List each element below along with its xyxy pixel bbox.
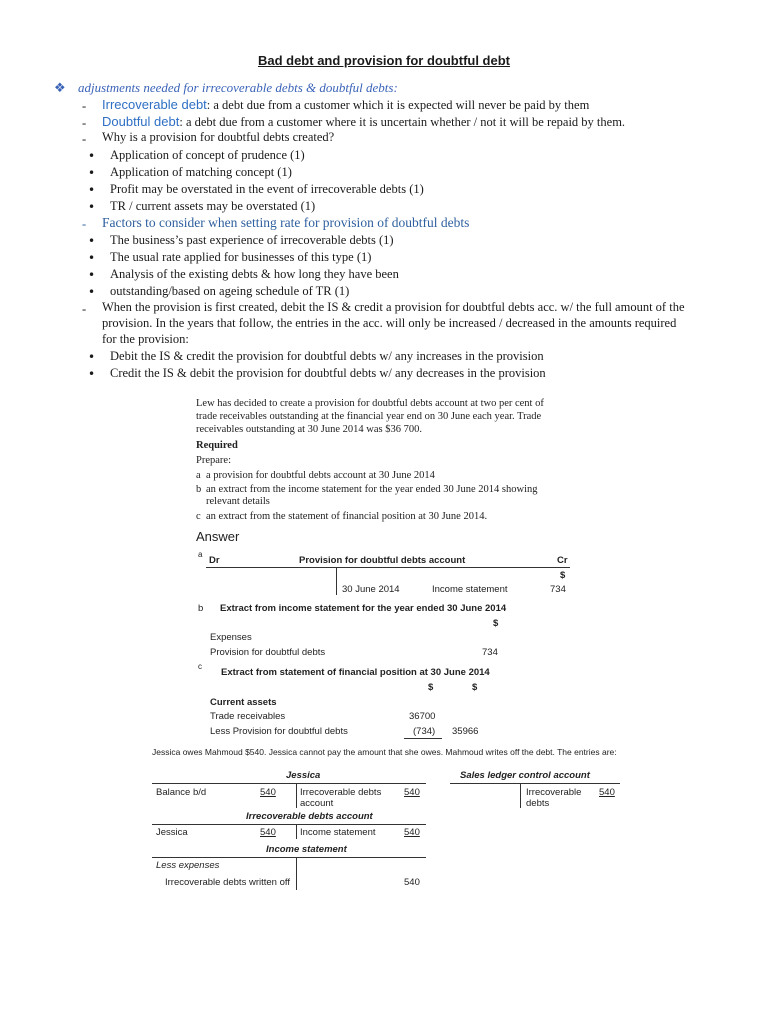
bullet-icon: •: [88, 285, 96, 299]
t-account-top-line: [450, 783, 620, 784]
task-text: an extract from the income statement for the year ended 30 June 2014 showing: [206, 484, 538, 495]
provision-text-line: provision. In the years that follow, the entries in the acc. will only be increased / decreased in the amounts required: [102, 316, 677, 330]
list-item: Debit the IS & credit the provision for doubtful debts w/ any increases in the provision: [110, 349, 544, 363]
definition-doubtful: [102, 114, 625, 130]
t-account-divider: [296, 858, 297, 890]
task-letter: a: [196, 470, 201, 481]
dash-marker: -: [82, 99, 87, 113]
extract-amount: 36700: [409, 711, 436, 722]
dash-marker: -: [82, 132, 87, 146]
question-line: trade receivables outstanding at the financial year end on 30 June each year. Trade: [196, 411, 542, 422]
bullet-icon: •: [88, 200, 96, 214]
account-title: Income statement: [266, 844, 347, 855]
dash-marker: -: [82, 217, 87, 231]
entry-amount: 540: [599, 787, 615, 798]
currency-label: $: [493, 618, 499, 629]
entry-amount: 540: [260, 827, 276, 838]
intro-heading: adjustments needed for irrecoverable debts & doubtful debts:: [78, 80, 398, 95]
entry-amount: 540: [404, 827, 420, 838]
currency-label: $: [472, 682, 478, 693]
jessica-intro: Jessica owes Mahmoud $540. Jessica cannot pay the amount that she owes. Mahmoud writes off the debt. The entries are:: [152, 747, 617, 757]
definition-term: Doubtful debt: [102, 114, 180, 129]
entry-detail: Income statement: [300, 827, 376, 838]
list-item: Analysis of the existing debts & how long they have been: [110, 267, 399, 281]
entry-amount: 540: [404, 877, 420, 888]
list-item: outstanding/based on ageing schedule of TR (1): [110, 284, 350, 298]
extract-title: Extract from income statement for the year ended 30 June 2014: [220, 603, 507, 614]
extract-row: Expenses: [210, 632, 252, 643]
list-item: Credit the IS & debit the provision for doubtful debts w/ any decreases in the provision: [110, 366, 546, 380]
question-line: Lew has decided to create a provision for doubtful debts account at two per cent of: [196, 398, 544, 409]
factors-heading: Factors to consider when setting rate for provision of doubtful debts: [102, 215, 470, 230]
extract-amount: 734: [482, 647, 498, 658]
bullet-icon: •: [88, 166, 96, 180]
account-title: Irrecoverable debts account: [246, 811, 373, 822]
entry-detail: Irrecoverable: [526, 787, 582, 798]
t-account-divider: [336, 568, 337, 595]
provision-text-line: for the provision:: [102, 332, 189, 346]
task-letter: c: [196, 511, 201, 522]
t-account-top-line: [152, 824, 426, 825]
underline-rule: [404, 738, 442, 739]
definition-text: : a debt due from a customer where it is uncertain whether / not it will be repaid by them.: [179, 115, 626, 129]
bullet-icon: •: [88, 268, 96, 282]
question-line: receivables outstanding at 30 June 2014 was $36 700.: [196, 424, 422, 435]
dash-marker: -: [82, 116, 87, 130]
task-text: a provision for doubtful debts account at 30 June 2014: [206, 470, 435, 481]
bullet-icon: •: [88, 350, 96, 364]
list-item: Application of concept of prudence (1): [110, 148, 305, 162]
entry-detail: Less expenses: [156, 860, 220, 871]
entry-detail: debts: [526, 798, 550, 809]
page-title: Bad debt and provision for doubtful debt: [257, 53, 511, 68]
bullet-icon: •: [88, 183, 96, 197]
entry-detail: Balance b/d: [156, 787, 207, 798]
t-account-divider: [296, 825, 297, 839]
definition-term: Irrecoverable debt: [102, 97, 207, 112]
extract-amount: (734): [413, 726, 436, 737]
entry-detail: Jessica: [156, 827, 188, 838]
part-letter: c: [198, 662, 202, 671]
dash-marker: -: [82, 302, 87, 316]
provision-text-line: When the provision is first created, debit the IS & credit a provision for doubtful debts acc. w/ the full amount of the: [102, 300, 685, 314]
entry-amount: 734: [550, 584, 566, 595]
entry-detail: Income statement: [432, 584, 508, 595]
account-title: Sales ledger control account: [460, 770, 590, 781]
part-letter: b: [198, 603, 204, 614]
task-letter: b: [196, 484, 202, 495]
entry-amount: 540: [260, 787, 276, 798]
extract-row: Less Provision for doubtful debts: [210, 726, 348, 737]
entry-detail: account: [300, 798, 334, 809]
list-item: The usual rate applied for businesses of this type (1): [110, 250, 372, 264]
bullet-icon: •: [88, 367, 96, 381]
list-item: Profit may be overstated in the event of irrecoverable debts (1): [110, 182, 424, 196]
prepare-label: Prepare:: [196, 455, 231, 466]
t-account-divider: [520, 784, 521, 808]
currency-label: $: [428, 682, 434, 693]
definition-irrecoverable: [102, 97, 589, 113]
cr-label: Cr: [557, 555, 568, 566]
account-title: Provision for doubtful debts account: [299, 555, 466, 566]
t-account-top-line: [152, 783, 426, 784]
answer-heading: Answer: [196, 529, 240, 544]
entry-detail: Irrecoverable debts written off: [165, 877, 290, 888]
t-account-divider: [296, 784, 297, 808]
definition-text: : a debt due from a customer which it is expected will never be paid by them: [206, 98, 590, 112]
extract-total: 35966: [452, 726, 479, 737]
currency-label: $: [560, 570, 566, 581]
list-item: TR / current assets may be overstated (1): [110, 199, 316, 213]
extract-title: Extract from statement of financial position at 30 June 2014: [221, 667, 490, 678]
task-text: an extract from the statement of financial position at 30 June 2014.: [206, 511, 488, 522]
list-item: Application of matching concept (1): [110, 165, 292, 179]
t-account-top-line: [206, 567, 570, 568]
extract-row: Trade receivables: [210, 711, 286, 722]
list-item: The business’s past experience of irrecoverable debts (1): [110, 233, 394, 247]
part-letter: a: [198, 550, 203, 559]
bullet-icon: •: [88, 234, 96, 248]
entry-detail: Irrecoverable debts: [300, 787, 382, 798]
dr-label: Dr: [209, 555, 220, 566]
account-title: Jessica: [286, 770, 321, 781]
bullet-icon: •: [88, 251, 96, 265]
t-account-top-line: [152, 857, 426, 858]
required-heading: Required: [196, 440, 238, 451]
bullet-icon: •: [88, 149, 96, 163]
task-text: relevant details: [206, 496, 270, 507]
why-question: Why is a provision for doubtful debts created?: [102, 130, 335, 144]
extract-row: Provision for doubtful debts: [210, 647, 326, 658]
section-heading: Current assets: [210, 697, 277, 708]
entry-amount: 540: [404, 787, 420, 798]
entry-date: 30 June 2014: [342, 584, 400, 595]
diamond-bullet-icon: ❖: [54, 81, 66, 96]
